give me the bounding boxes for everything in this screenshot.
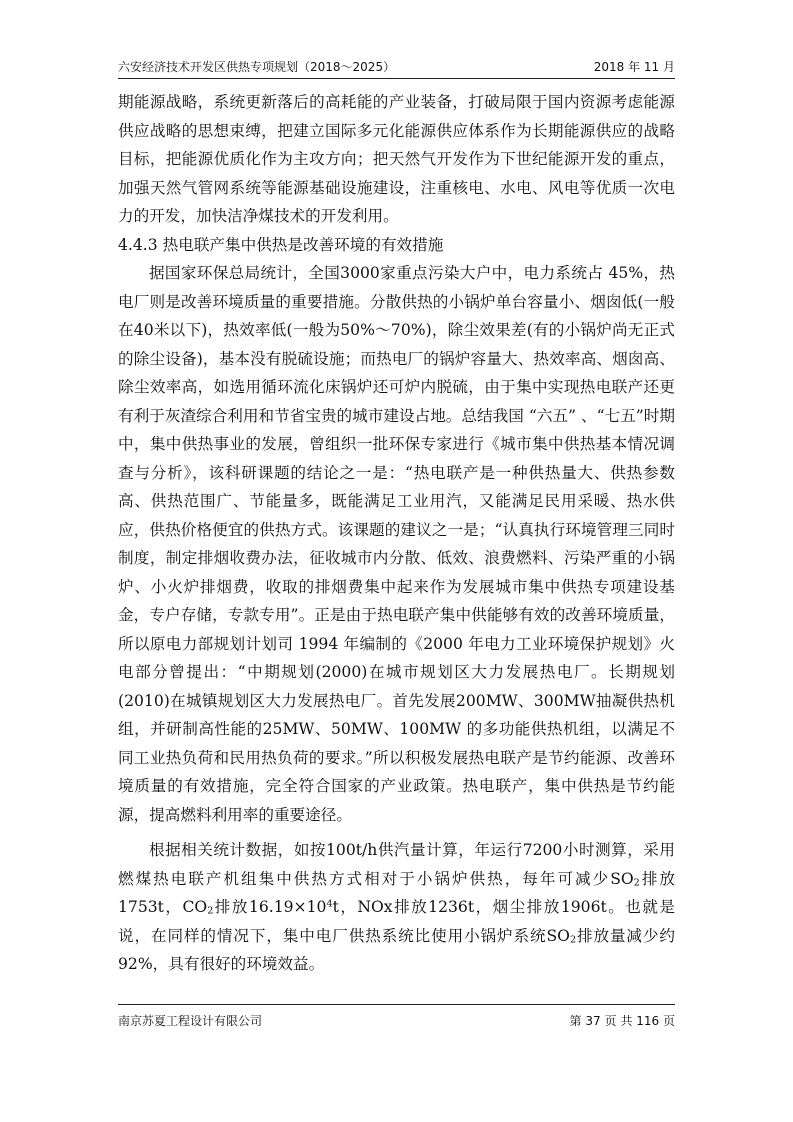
subscript: 2 bbox=[207, 905, 214, 917]
footer-company: 南京苏夏工程设计有限公司 bbox=[118, 1014, 263, 1028]
section-heading: 4.4.3 热电联产集中供热是改善环境的有效措施 bbox=[118, 235, 444, 254]
page-header bbox=[118, 58, 675, 76]
page-body bbox=[118, 88, 675, 979]
subscript: 2 bbox=[569, 933, 577, 945]
footer-pagination bbox=[566, 1012, 675, 1029]
header-divider bbox=[118, 78, 675, 79]
footer-divider bbox=[118, 1004, 675, 1005]
paragraph-environment: 据国家环保总局统计，全国3000家重点污染大户中，电力系统占 45%，热电厂则是改善环境质量的重要措施。分散供热的小锅炉单台容量小、烟囱低(一般在40米以下)，热效率低(一般为50%～70%)，除尘效果差(有的小锅炉尚无正式的除尘设备)，基本没有脱硫设施；而热电厂的锅炉容量大、热效率高、烟囱高、除尘效率高，如选用循环流化床锅炉还可炉内脱硫，由于集中实现热电联产还更有利于灰渣综合利用和节省宝贵的城市建设占地。总结我国 “六五” 、“七五”时期中，集中供热事业的发展，曾组织一批环保专家进行《城市集中供热基本情况调查与分析》，该科研课题的结论之一是：“热电联产是一种供热量大、供热参数高、供热范围广、节能量多，既能满足工业用汽，又能满足民用采暖、热水供应，供热价格便宜的供热方式。该课题的建议之一是；“认真执行环境管理三同时制度，制定排烟收费办法，征收城市内分散、低效、浪费燃料、污染严重的小锅炉、小火炉排烟费，收取的排烟费集中起来作为发展城市集中供热专项建设基金，专户存储，专款专用”。正是由于热电联产集中供能够有效的改善环境质量，所以原电力部规划计划司 1994 年编制的《2000 年电力工业环境保护规划》火电部分曾提出：“中期规划(2000)在城市规划区大力发展热电厂。长期规划(2010)在城镇规划区大力发展热电厂。首先发展200MW、300MW抽凝供热机组，并研制高性能的25MW、50MW、100MW 的多功能供热机组，以满足不同工业热负荷和民用热负荷的要求。”所以积极发展热电联产是节约能源、改善环境质量的有效措施，完全符合国家的产业政策。热电联产，集中供热是节约能源，提高燃料利用率的重要途径。 bbox=[118, 264, 675, 824]
page-number: 第 37 页 bbox=[569, 1014, 617, 1028]
text-run: 排放量减少约92%，具有很好的环境效益。 bbox=[118, 926, 675, 973]
header-title: 六安经济技术开发区供热专项规划（2018～2025） bbox=[118, 60, 396, 74]
page-total: 共 116 页 bbox=[620, 1014, 675, 1028]
superscript: 4 bbox=[326, 898, 333, 910]
text-run: 排放1753t，CO bbox=[118, 869, 675, 916]
header-date: 2018 年 11 月 bbox=[593, 60, 675, 74]
text-run: 根据相关统计数据，如按100t/h供汽量计算，年运行7200小时测算，采用燃煤热电联产机组集中供热方式相对于小锅炉供热，每年可减少SO bbox=[118, 841, 675, 888]
subscript: 2 bbox=[633, 876, 640, 888]
text-run: t，NOx排放1236t，烟尘排放1906t。也就是说，在同样的情况下，集中电厂供热系统比使用小锅炉系统SO bbox=[118, 898, 675, 945]
paragraph-energy-strategy: 期能源战略，系统更新落后的高耗能的产业装备，打破局限于国内资源考虑能源供应战略的思想束缚，把建立国际多元化能源供应体系作为长期能源供应的战略目标，把能源优质化作为主攻方向；把天然气开发作为下世纪能源开发的重点，加强天然气管网系统等能源基础设施建设，注重核电、水电、风电等优质一次电力的开发，加快洁净煤技术的开发利用。 bbox=[118, 93, 675, 225]
paragraph-emission-reduction bbox=[118, 836, 675, 979]
page-footer bbox=[118, 1012, 675, 1030]
text-run: 排放16.19×10 bbox=[213, 898, 327, 916]
